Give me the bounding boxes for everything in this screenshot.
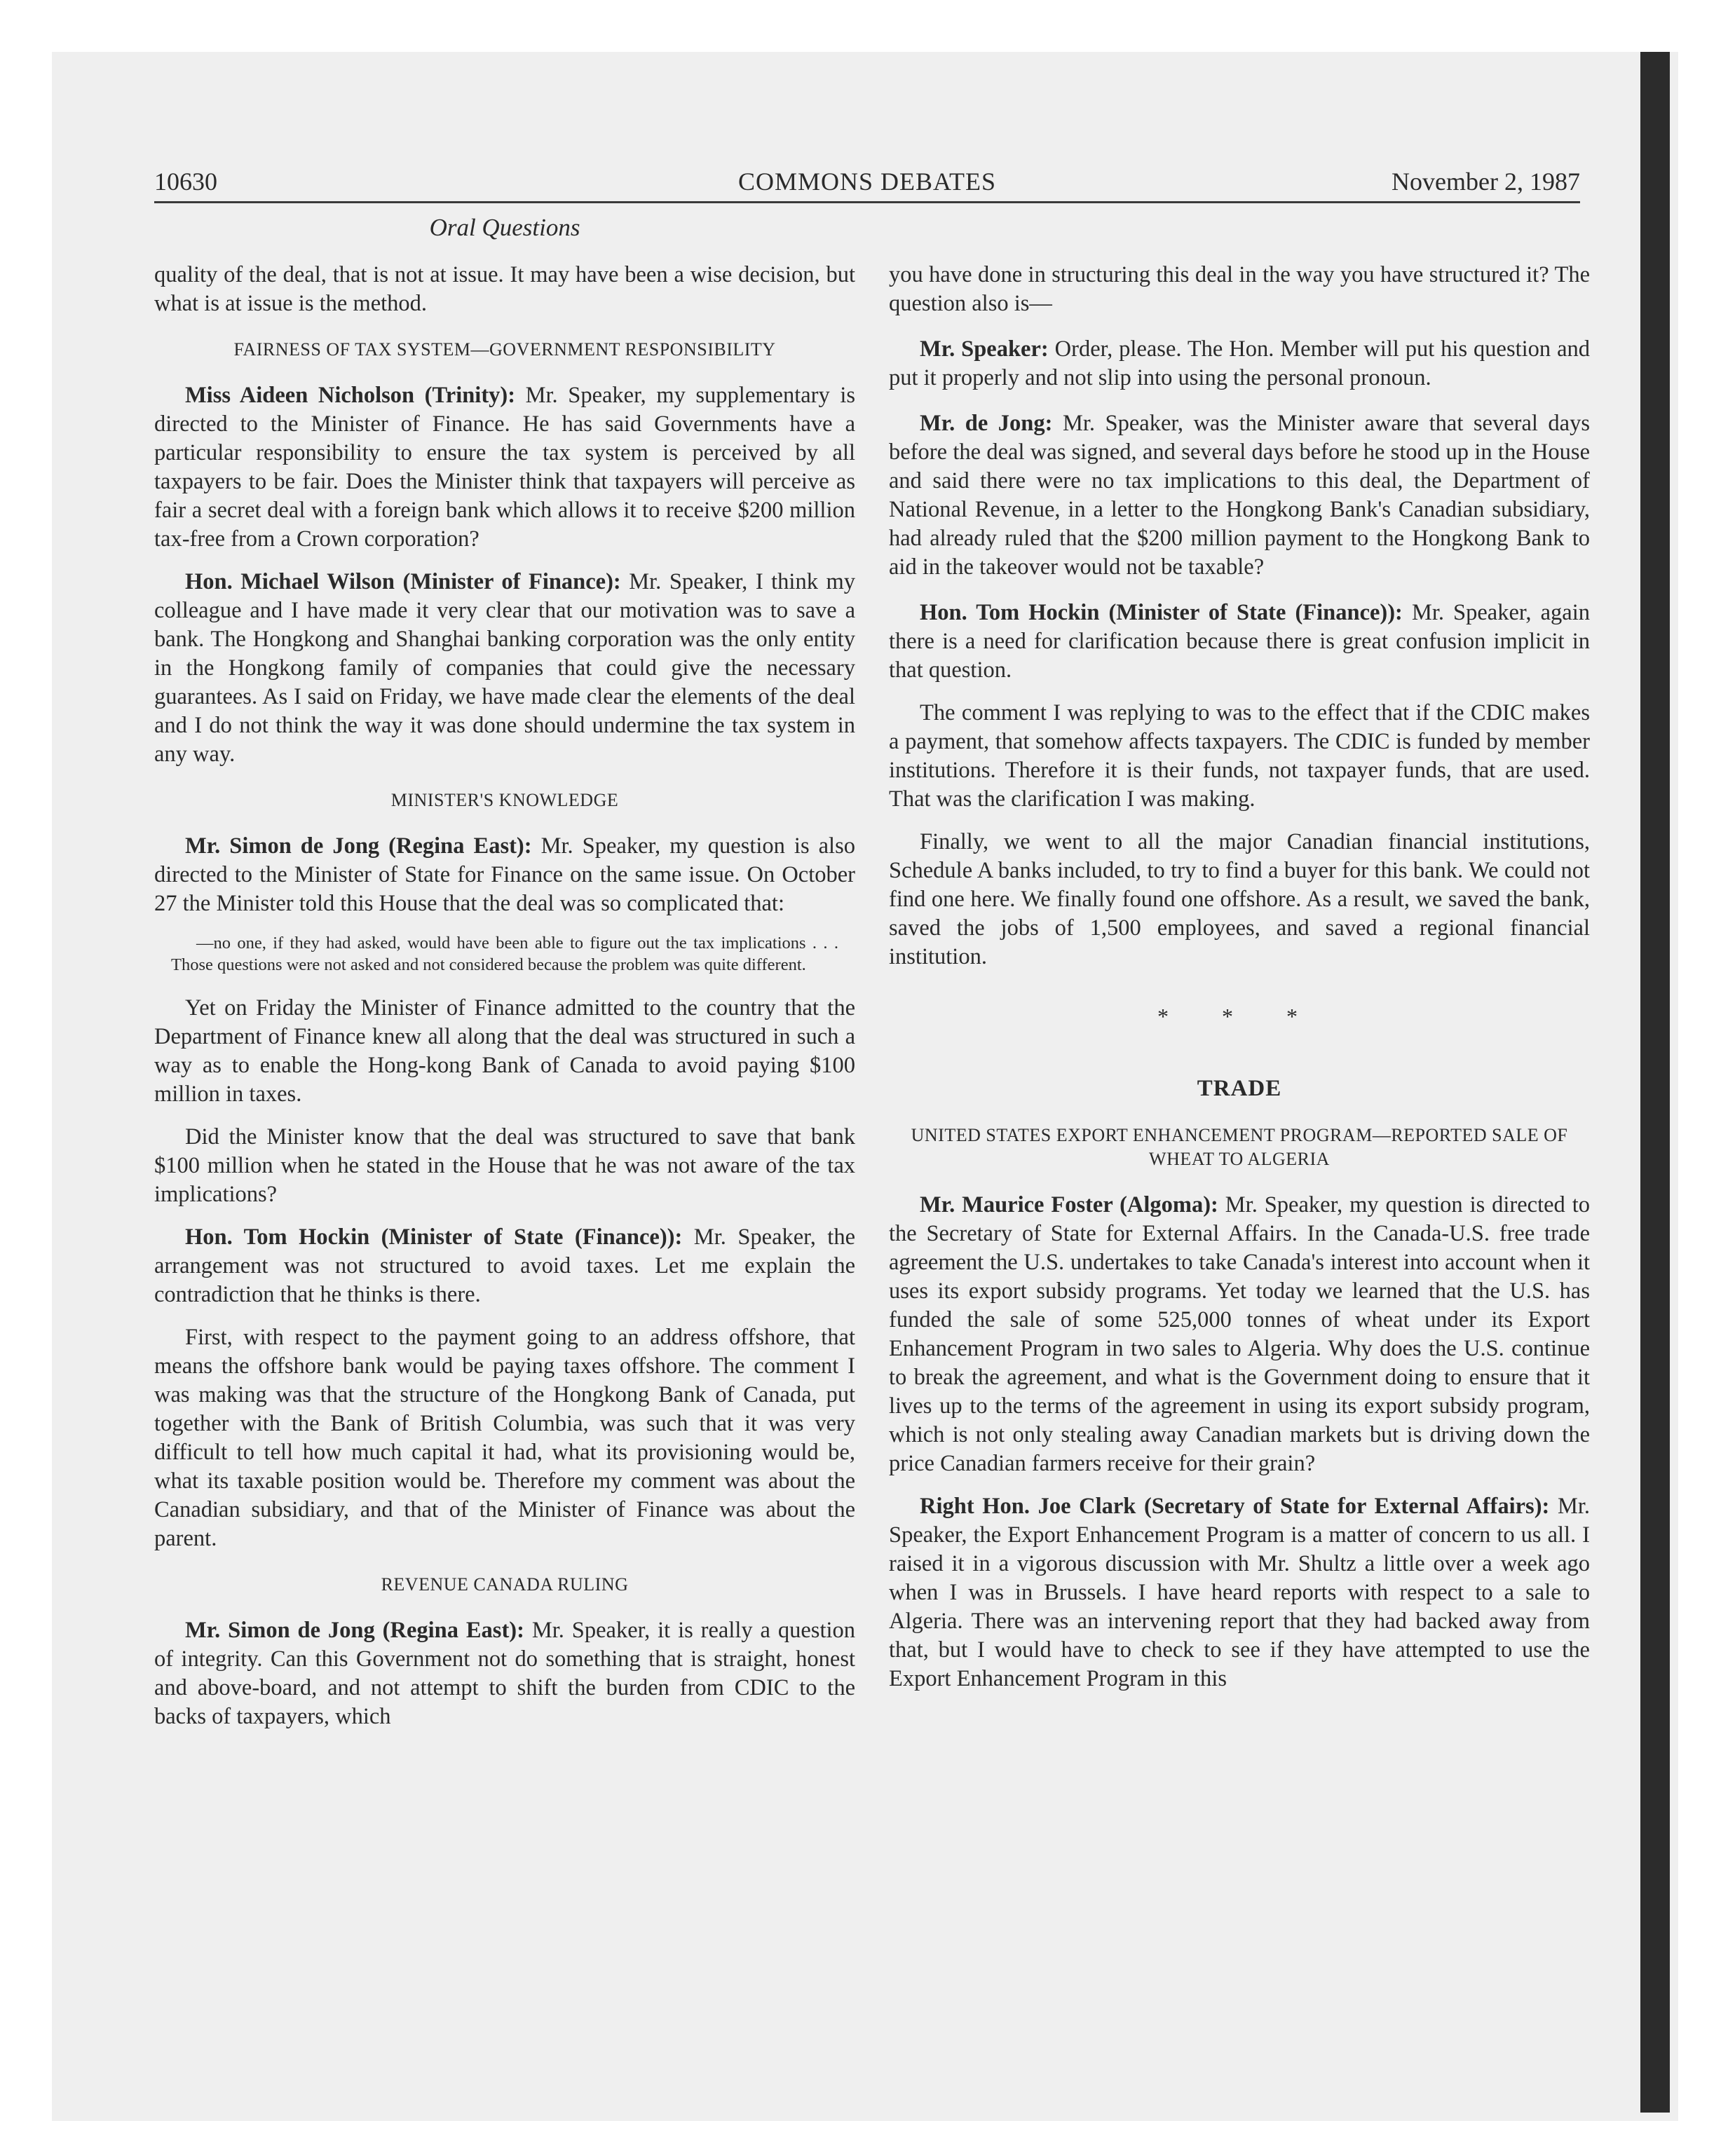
paragraph: [889, 1191, 1590, 1478]
subheading: UNITED STATES EXPORT ENHANCEMENT PROGRAM—REPORTED SALE OF WHEAT TO ALGERIA: [911, 1125, 1568, 1169]
paragraph: [889, 335, 1590, 393]
quote-text: —no one, if they had asked, would have been able to figure out the tax implications . . . Those questions were not asked and not considered because the problem was quite different.: [171, 934, 838, 974]
left-column: [154, 261, 855, 1745]
publication-date: November 2, 1987: [1392, 168, 1580, 196]
paragraph: [154, 832, 855, 918]
paragraph: [889, 409, 1590, 582]
subheading: MINISTER'S KNOWLEDGE: [390, 790, 619, 810]
paragraph: [154, 1616, 855, 1731]
speaker-name: Mr. Speaker:: [920, 336, 1049, 362]
block-quote: [171, 932, 838, 976]
paragraph: [889, 599, 1590, 685]
speech-text: Mr. Speaker, the Export Enhancement Program is a matter of concern to us all. I raised it in a vigorous discussion with Mr. Shultz a little over a week ago when I was in Brussels. I have heard reports with respect to a sale to Algeria. There was an intervening report that they had backed away from that, but I would have to check to see if they have attempted to use the Export Enhancement Program in this: [889, 1494, 1590, 1691]
speech-text: Mr. Speaker, my question is also directed to the Minister of State for Finance on the same issue. On October 27 the Minister told this House that the deal was so complicated that:: [154, 833, 855, 916]
speech-text: Mr. Speaker, my supplementary is directed to the Minister of Finance. He has said Governments have a particular responsibility to ensure the tax system is perceived by all taxpayers to be fair. Does the Minister think that taxpayers will perceive as fair a secret deal with a foreign bank which allows it to receive $200 million tax-free from a Crown corporation?: [154, 383, 855, 552]
speaker-name: Hon. Tom Hockin (Minister of State (Finance)):: [185, 1224, 683, 1250]
section-heading: TRADE: [1197, 1076, 1282, 1101]
speaker-name: Mr. Simon de Jong (Regina East):: [185, 833, 532, 859]
section-label: Oral Questions: [429, 214, 580, 241]
paragraph: Did the Minister know that the deal was structured to save that bank $100 million when he stated in the House that he was not aware of the tax implications?: [154, 1124, 855, 1207]
speech-text: Mr. Speaker, it is really a question of integrity. Can this Government not do something that is straight, honest and above-board, and not attempt to shift the burden from CDIC to the backs of taxpayers, which: [154, 1618, 856, 1729]
speaker-name: Mr. de Jong:: [920, 411, 1053, 436]
section-break-stars: * * *: [1157, 1004, 1321, 1029]
speech-text: Mr. Speaker, was the Minister aware that several days before the deal was signed, and several days before he stood up in the House and said there were no tax implications to this deal, the Department of National Revenue, in a letter to the Hongkong Bank's Canadian subsidiary, had already ruled that the $200 million payment to the Hongkong Bank to aid in the takeover would not be taxable?: [889, 411, 1590, 580]
paragraph: quality of the deal, that is not at issue. It may have been a wise decision, but what is at issue is the method.: [154, 262, 855, 316]
speaker-name: Right Hon. Joe Clark (Secretary of State for External Affairs):: [920, 1494, 1550, 1519]
paragraph: [154, 568, 855, 769]
right-column: [889, 261, 1590, 1707]
subheading: REVENUE CANADA RULING: [381, 1574, 629, 1595]
subheading: FAIRNESS OF TAX SYSTEM—GOVERNMENT RESPONSIBILITY: [233, 339, 776, 360]
paragraph: [154, 381, 855, 554]
paragraph: The comment I was replying to was to the effect that if the CDIC makes a payment, that somehow affects taxpayers. The CDIC is funded by member institutions. Therefore it is their funds, not taxpayer funds, that are used. That was the clarification I was making.: [889, 700, 1590, 812]
paragraph: you have done in structuring this deal in the way you have structured it? The question also is—: [889, 262, 1590, 316]
page-number: 10630: [154, 168, 217, 196]
speech-text: Mr. Speaker, the arrangement was not structured to avoid taxes. Let me explain the contradiction that he thinks is there.: [154, 1224, 855, 1307]
speaker-name: Hon. Tom Hockin (Minister of State (Finance)):: [920, 600, 1403, 625]
speaker-name: Miss Aideen Nicholson (Trinity):: [185, 383, 516, 408]
header-rule: [154, 201, 1580, 203]
speech-text: Mr. Speaker, again there is a need for clarification because there is great confusion implicit in that question.: [889, 600, 1590, 683]
publication-title: COMMONS DEBATES: [737, 168, 997, 196]
paragraph: First, with respect to the payment going to an address offshore, that means the offshore bank would be paying taxes offshore. The comment I was making was that the structure of the Hongkong Bank of Canada, put together with the Bank of British Columbia, was such that it was very difficult to tell how much capital it had, what its provisioning would be, what its taxable position would be. Therefore my comment was about the Canadian subsidiary, and that of the Minister of Finance was about the parent.: [154, 1325, 855, 1551]
speech-text: Order, please. The Hon. Member will put his question and put it properly and not slip into using the personal pronoun.: [889, 336, 1590, 390]
page-header: [154, 164, 1580, 199]
speech-text: Mr. Speaker, I think my colleague and I have made it very clear that our motivation was to save a bank. The Hongkong and Shanghai banking corporation was the only entity in the Hongkong family of companies that could give the necessary guarantees. As I said on Friday, we have made clear the elements of the deal and I do not think the way it was done should undermine the tax system in any way.: [154, 569, 855, 767]
speaker-name: Mr. Maurice Foster (Algoma):: [920, 1192, 1218, 1217]
speaker-name: Mr. Simon de Jong (Regina East):: [185, 1618, 524, 1643]
paragraph: [889, 1492, 1590, 1693]
paragraph: Yet on Friday the Minister of Finance admitted to the country that the Department of Finance knew all along that the deal was structured in such a way as to enable the Hong-kong Bank of Canada to avoid paying $100 million in taxes.: [154, 995, 855, 1107]
speaker-name: Hon. Michael Wilson (Minister of Finance):: [185, 569, 621, 594]
paragraph: [154, 1223, 855, 1309]
speech-text: Mr. Speaker, my question is directed to the Secretary of State for External Affairs. In the Canada-U.S. free trade agreement the U.S. undertakes to take Canada's interest into account when it uses its export subsidy programs. Yet today we learned that the U.S. has funded the sale of some 525,000 tonnes of wheat under its Export Enhancement Program in two sales to Algeria. Why does the U.S. continue to break the agreement, and what is the Government doing to ensure that it lives up to the terms of the agreement in using its export subsidy program, which is not only stealing away Canadian markets but is driving down the price Canadian farmers receive for their grain?: [889, 1192, 1590, 1476]
binding-edge: [1640, 52, 1670, 2113]
paragraph: Finally, we went to all the major Canadian financial institutions, Schedule A banks included, to try to find a buyer for this bank. We could not find one here. We finally found one offshore. As a result, we saved the bank, saved the jobs of 1,500 employees, and saved a regional financial institution.: [889, 829, 1590, 969]
